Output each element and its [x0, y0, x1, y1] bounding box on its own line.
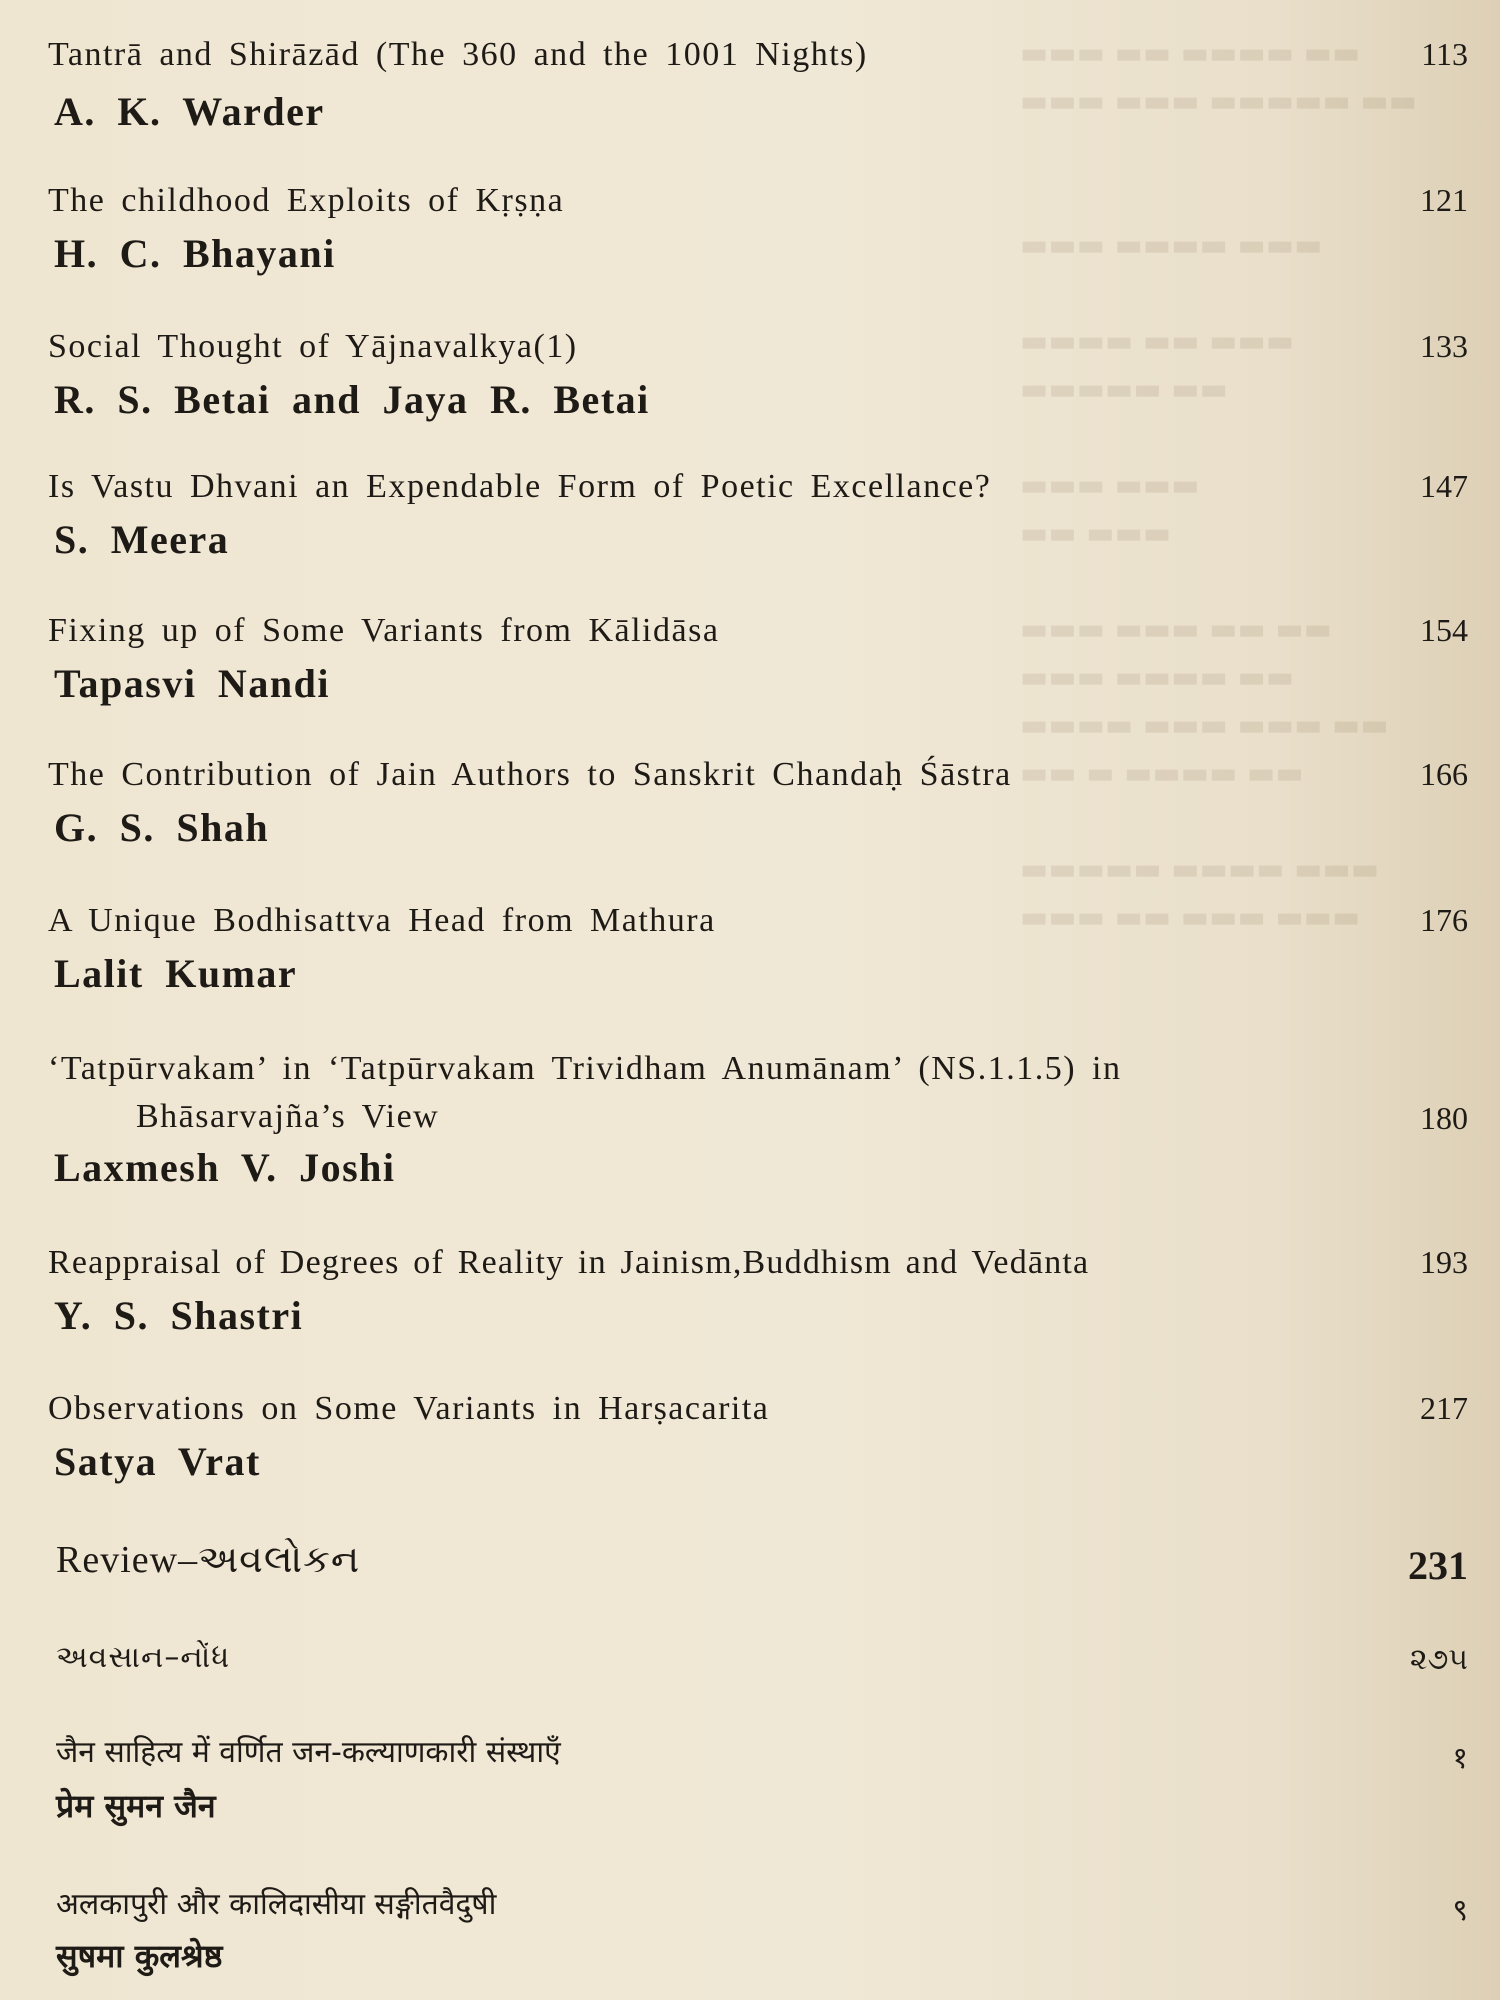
entry-author: G. S. Shah	[54, 805, 270, 850]
toc-entry	[48, 612, 1468, 706]
entry-title: Tantrā and Shirāzād (The 360 and the 1001 Nights)	[48, 36, 868, 73]
entry-page-number: 217	[1420, 1390, 1468, 1426]
entry-author: A. K. Warder	[54, 89, 325, 134]
toc-entry	[48, 756, 1468, 850]
toc-entry	[48, 1244, 1468, 1338]
entry-page-number: 154	[1420, 612, 1468, 648]
show-through-text: ▬▬▬ ▬▬ ▬▬▬▬ ▬▬ ▬▬▬ ▬▬▬ ▬▬▬▬▬ ▬▬ ▬▬▬ ▬▬▬▬ ▬▬▬ ▬▬▬▬ ▬▬ ▬▬▬ ▬▬▬▬▬ ▬▬ ▬▬▬ ▬▬▬ ▬▬ ▬▬▬ ▬▬▬ ▬▬▬ ▬▬ ▬▬ ▬▬▬ ▬▬▬▬ ▬▬ ▬▬▬▬ ▬▬▬ ▬▬▬ ▬▬ ▬▬ ▬ ▬▬▬▬ ▬▬ ▬▬▬▬▬ ▬▬▬▬ ▬▬▬ ▬▬▬ ▬▬ ▬▬▬ ▬▬▬	[1020, 36, 1418, 935]
entry-author: R. S. Betai and Jaya R. Betai	[54, 377, 650, 422]
hindi-entry-page-number: १	[1452, 1741, 1468, 1776]
entry-title: Observations on Some Variants in Harṣacarita	[48, 1390, 770, 1427]
entry-title: Fixing up of Some Variants from Kālidāsa	[48, 612, 720, 649]
entry-page-number: 133	[1420, 328, 1468, 364]
toc-entry	[48, 182, 1468, 276]
entry-author: S. Meera	[54, 517, 230, 562]
obituary-page-number: ૨૭૫	[1409, 1642, 1468, 1677]
entry-title: The childhood Exploits of Kṛṣṇa	[48, 182, 565, 219]
toc-entry	[48, 1390, 1468, 1484]
entry-page-number: 166	[1420, 756, 1468, 792]
entry-author: H. C. Bhayani	[54, 231, 336, 276]
hindi-entry-title: अलकापुरी और कालिदासीया सङ्गीतवैदुषी	[56, 1887, 497, 1922]
entry-page-number: 180	[1420, 1100, 1468, 1136]
entry-page-number: 113	[1421, 36, 1468, 72]
entry-author: Y. S. Shastri	[54, 1293, 304, 1338]
hindi-entry-title: जैन साहित्य में वर्णित जन-कल्याणकारी संस्थाएँ	[56, 1735, 561, 1770]
entry-title: A Unique Bodhisattva Head from Mathura	[48, 902, 716, 939]
entry-page-number: 147	[1420, 468, 1468, 504]
entry-page-number: 193	[1420, 1244, 1468, 1280]
entry-author: Lalit Kumar	[54, 951, 298, 996]
entry-title: Is Vastu Dhvani an Expendable Form of Poetic Excellance?	[48, 468, 992, 505]
toc-entry	[48, 1050, 1468, 1190]
entry-title: The Contribution of Jain Authors to Sanskrit Chandaḥ Śāstra	[48, 756, 1012, 793]
toc-entry	[48, 328, 1468, 422]
hindi-entry-page-number: ९	[1452, 1893, 1468, 1928]
entry-page-number: 121	[1420, 182, 1468, 218]
entry-title: Reappraisal of Degrees of Reality in Jainism,Buddhism and Vedānta	[48, 1244, 1090, 1281]
obituary-label: અવસાન–નોંધ	[56, 1640, 231, 1675]
toc-entry	[48, 468, 1468, 562]
entry-title: ‘Tatpūrvakam’ in ‘Tatpūrvakam Trividham Anumānam’ (NS.1.1.5) in	[48, 1050, 1122, 1087]
entry-title: Social Thought of Yājnavalkya(1)	[48, 328, 578, 365]
hindi-entry-author: प्रेम सुमन जैन	[56, 1787, 216, 1825]
entry-title-continued: Bhāsarvajña’s View	[136, 1098, 440, 1135]
toc-entry	[48, 902, 1468, 996]
entry-author: Tapasvi Nandi	[54, 661, 330, 706]
entry-page-number: 176	[1420, 902, 1468, 938]
review-page-number: 231	[1408, 1543, 1468, 1588]
entry-author: Laxmesh V. Joshi	[54, 1145, 396, 1190]
entry-author: Satya Vrat	[54, 1439, 261, 1484]
toc-entry	[48, 36, 1468, 134]
hindi-entry-author: सुषमा कुलश्रेष्ठ	[56, 1937, 223, 1975]
review-label: Review–અવલોકન	[56, 1539, 361, 1581]
